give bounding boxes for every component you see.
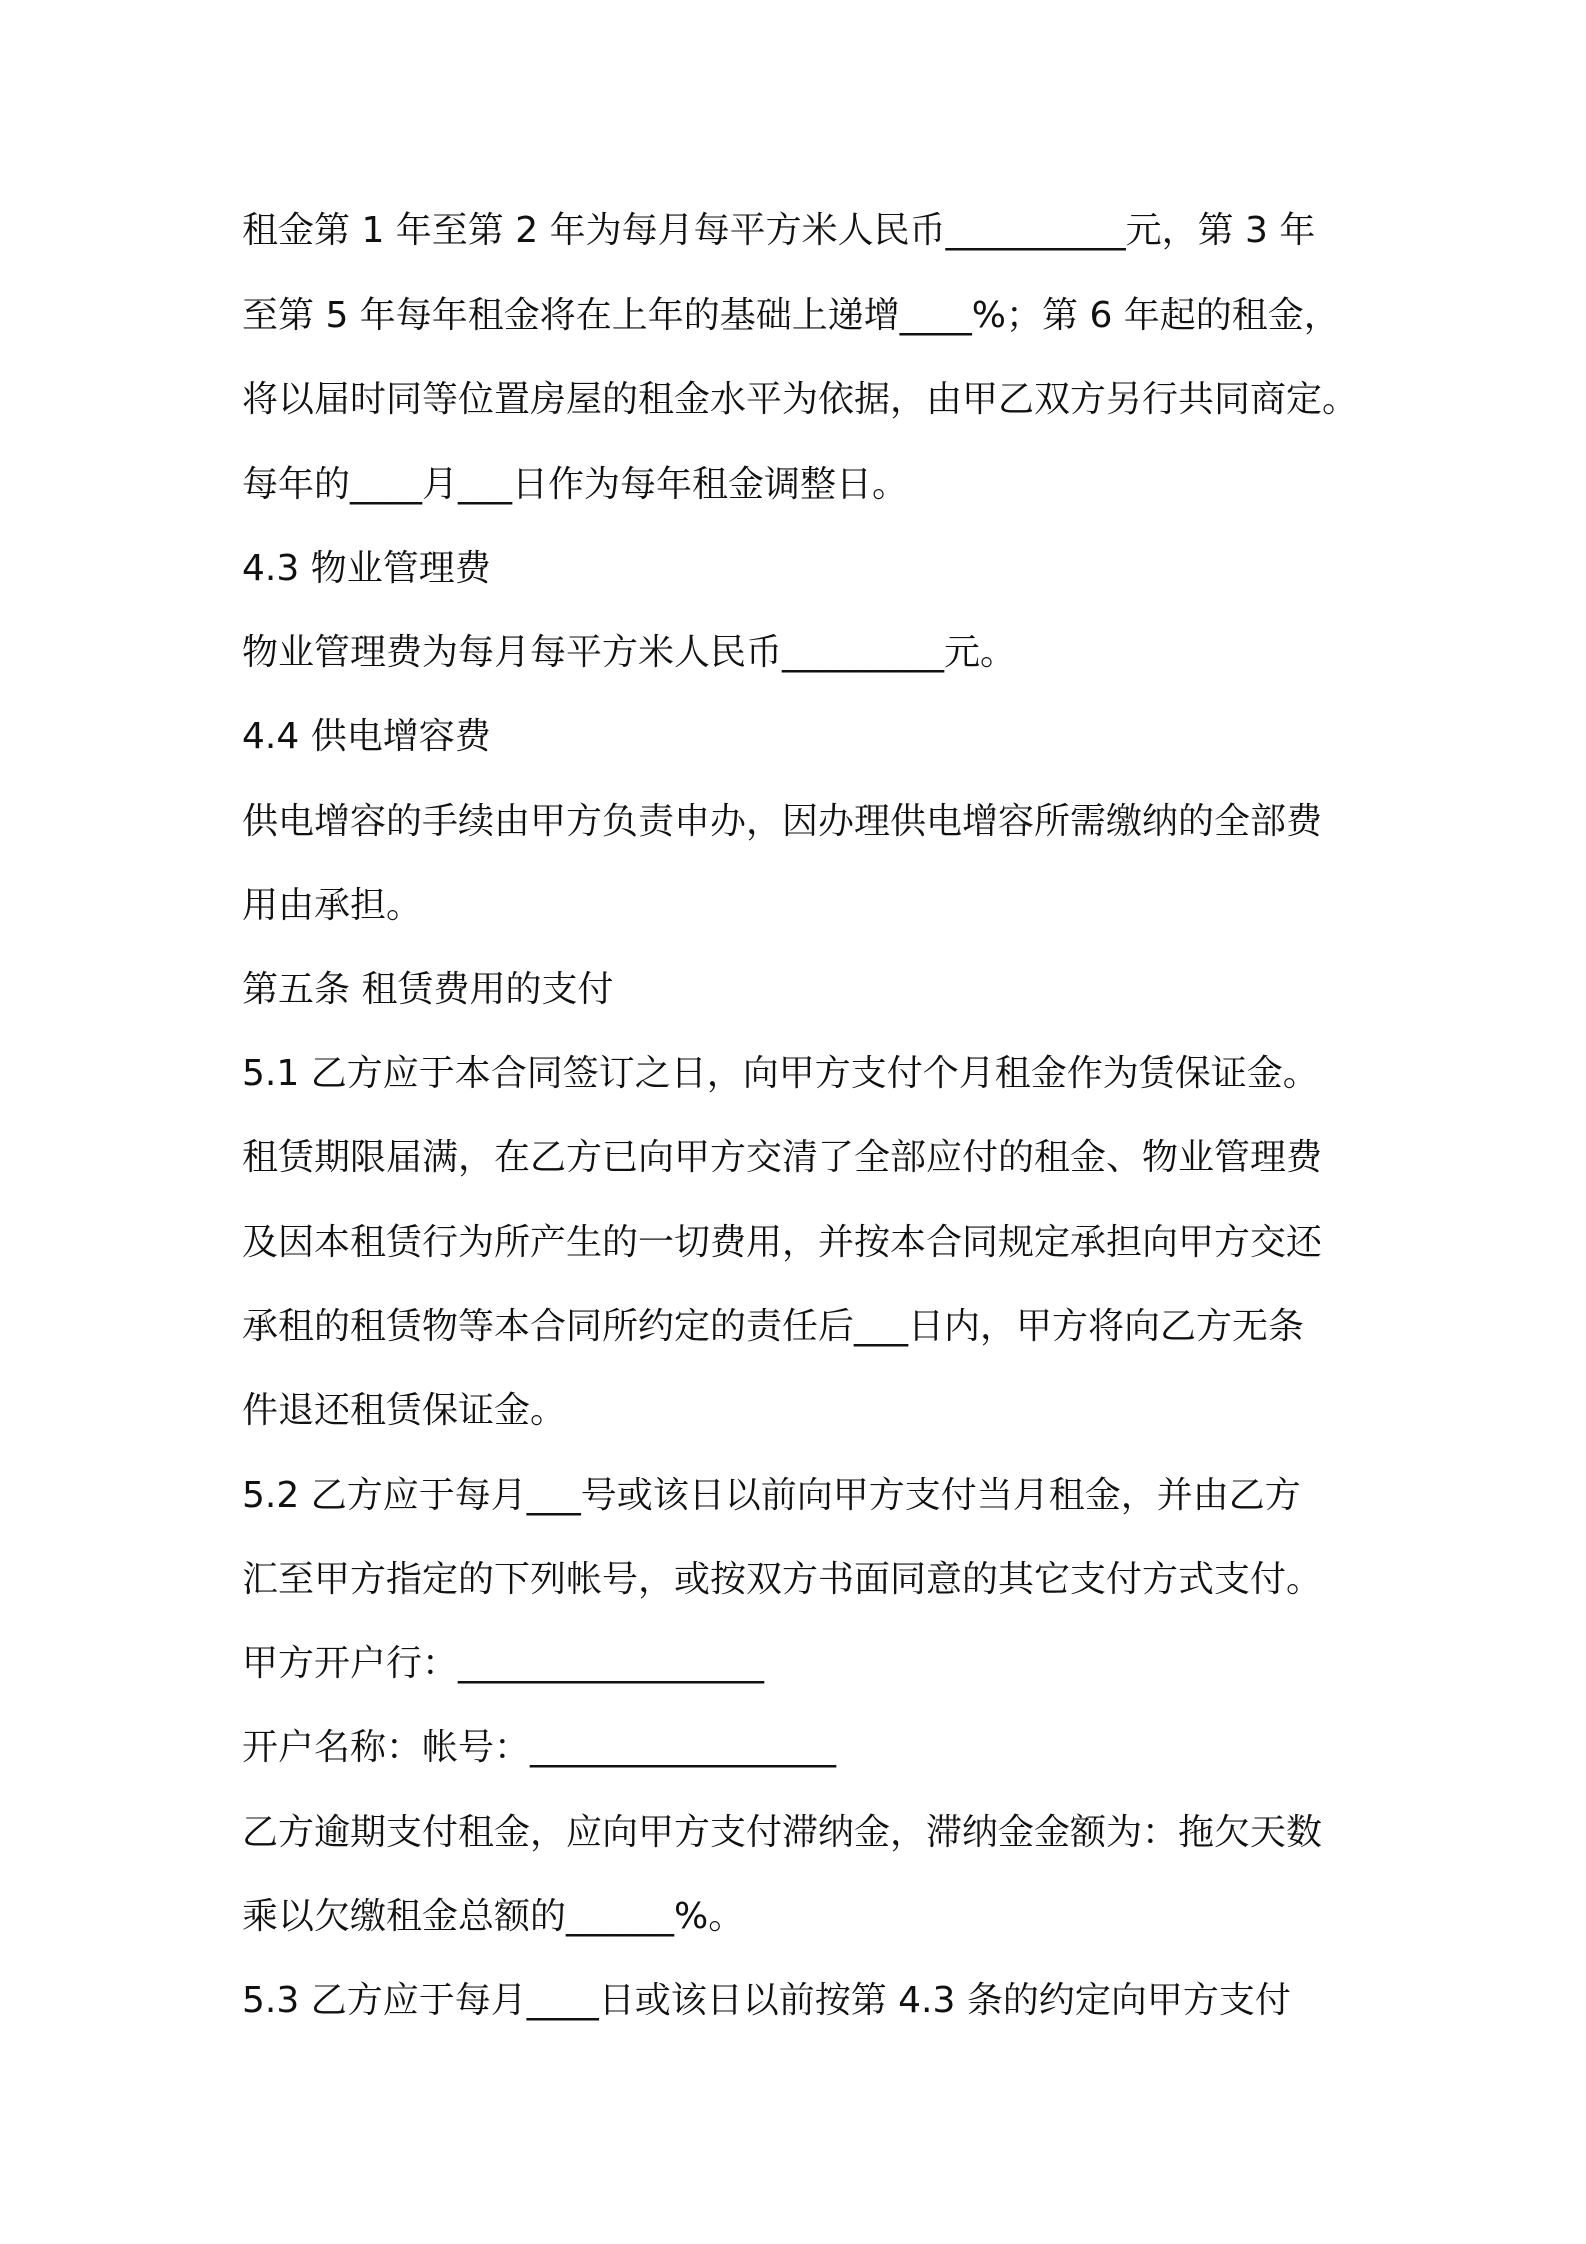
body-text-line-lease-costs: 及因本租赁行为所产生的一切费用，并按本合同规定承担向甲方交还 (242, 1222, 1323, 1263)
body-text-line-5-2: 5.2 乙方应于每月___号或该日以前向甲方支付当月租金，并由乙方 (242, 1475, 1301, 1516)
body-text-line-deposit-return-cont: 件退还租赁保证金。 (242, 1390, 567, 1431)
body-text-line-property-fee: 物业管理费为每月每平方米人民币_________元。 (242, 632, 1017, 673)
body-text-line-rent-years: 租金第 1 年至第 2 年为每月每平方米人民币__________元，第 3 年 (242, 210, 1316, 251)
body-text-line-rent-increase: 至第 5 年每年租金将在上年的基础上递增____%；第 6 年起的租金， (242, 295, 1340, 336)
body-text-line-power-capacity-cont: 用由承担。 (242, 885, 423, 926)
body-text-line-account: 开户名称：帐号：_________________ (242, 1727, 837, 1768)
body-text-line-5-3: 5.3 乙方应于每月____日或该日以前按第 4.3 条的约定向甲方支付 (242, 1980, 1291, 2021)
body-text-line-rent-negotiation: 将以届时同等位置房屋的租金水平为依据，由甲乙双方另行共同商定。 (242, 379, 1359, 420)
article-heading-5: 第五条 租赁费用的支付 (242, 969, 614, 1010)
body-text-line-late-fee: 乙方逾期支付租金，应向甲方支付滞纳金，滞纳金金额为：拖欠天数 (242, 1812, 1323, 1853)
body-text-line-bank: 甲方开户行：_________________ (242, 1643, 765, 1684)
section-heading-4-3: 4.3 物业管理费 (242, 548, 491, 589)
body-text-line-payment-method: 汇至甲方指定的下列帐号，或按双方书面同意的其它支付方式支付。 (242, 1559, 1323, 1600)
body-text-line-late-fee-cont: 乘以欠缴租金总额的______%。 (242, 1896, 745, 1937)
section-heading-4-4: 4.4 供电增容费 (242, 716, 491, 757)
body-text-line-adjustment-date: 每年的____月___日作为每年租金调整日。 (242, 464, 909, 505)
body-text-line-lease-expiry: 租赁期限届满，在乙方已向甲方交清了全部应付的租金、物业管理费 (242, 1137, 1323, 1178)
body-text-line-5-1: 5.1 乙方应于本合同签订之日，向甲方支付个月租金作为赁保证金。 (242, 1053, 1319, 1094)
body-text-line-deposit-return: 承租的租赁物等本合同所约定的责任后___日内，甲方将向乙方无条 (242, 1306, 1305, 1347)
body-text-line-power-capacity: 供电增容的手续由甲方负责申办，因办理供电增容所需缴纳的全部费 (242, 801, 1323, 842)
